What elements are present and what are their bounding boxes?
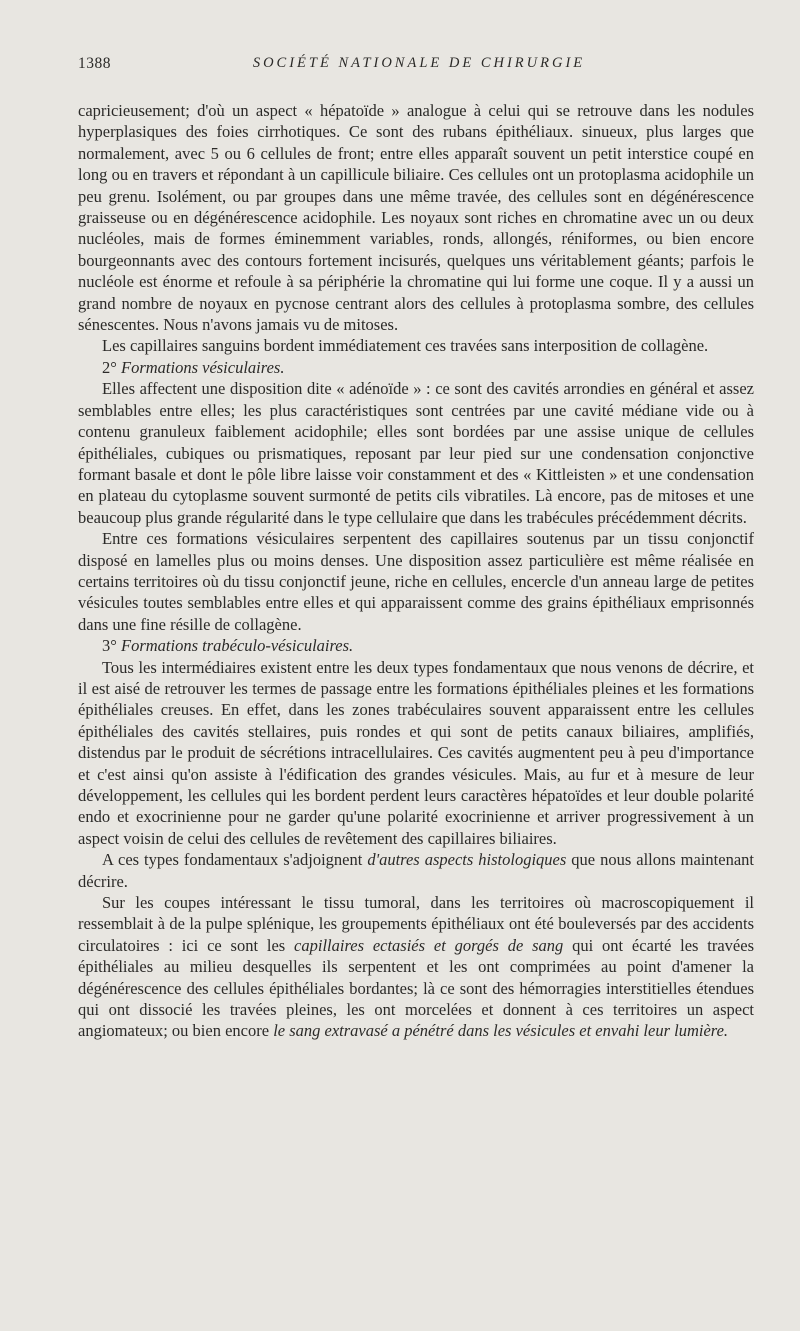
body-text — [78, 100, 754, 1042]
section-number: 3° — [102, 636, 117, 656]
section-heading — [78, 357, 754, 378]
paragraph — [78, 849, 754, 892]
paragraph — [78, 892, 754, 1042]
running-title: SOCIÉTÉ NATIONALE DE CHIRURGIE — [252, 55, 586, 71]
paragraph: Elles affectent une disposition dite « adénoïde » : ce sont des cavités arrondies en général et assez semblables entre elles; les plus caractéristiques sont centrées par une cavité médiane vide ou à contenu granuleux faiblement acidophile; elles sont bordées par une assise unique de cellules épithéliales, cubiques ou prismatiques, reposant par leur pied sur une condensation conjonctive formant basale et dont le pôle libre laisse voir constamment et des « Kittleisten » et une condensation en plateau du cytoplasme souvent surmonté de petits cils vibratiles. Là encore, pas de mitoses et une beaucoup plus grande régularité dans le type cellulaire que dans les trabécules précédemment décrits. — [78, 379, 754, 527]
italic-run: d'autres aspects histologiques — [367, 850, 567, 870]
paragraph: Tous les intermédiaires existent entre les deux types fondamentaux que nous venons de décrire, et il est aisé de retrouver les termes de passage entre les formations épithéliales pleines et les formations épithéliales creuses. En effet, dans les zones trabéculaires souvent apparaissent entre les cellules épithéliales des cavités stellaires, puis rondes et qui sont de petits canaux biliaires, amplifiés, distendus par le produit de sécrétions intracellulaires. Ces cavités augmentent peu à peu d'importance et c'est ainsi qu'on assiste à l'édification des grandes vésicules. Mais, au fur et à mesure de leur développement, les cellules qui les bordent perdent leurs caractères hépatoïdes et leur double polarité endo et exocrinienne pour ne garder qu'une polarité exocrinienne et arriver progressivement à un aspect voisin de celui des cellules de revêtement des capillaires biliaires. — [78, 657, 754, 848]
paragraph: Les capillaires sanguins bordent immédiatement ces travées sans interposition de collagène. — [102, 336, 709, 356]
text-run: A ces types fondamentaux s'adjoignent — [102, 850, 368, 870]
text-run: Sur les coupes intéressant le tissu tumoral, dans les territoires où macroscopiquement il ressemblait à de la pulpe splénique, les groupements épithéliaux ont été bouleversés par des accidents circulatoires : ici ce sont les — [78, 893, 754, 955]
section-heading — [78, 635, 754, 656]
italic-run: capillaires ectasiés et gorgés de sang — [294, 935, 564, 955]
section-number: 2° — [102, 357, 117, 377]
paragraph: Entre ces formations vésiculaires serpentent des capillaires soutenus par un tissu conjonctif disposé en lamelles plus ou moins denses. Une disposition assez particulière est même réalisée en certains territoires où du tissu conjonctif jeune, riche en cellules, encercle d'un anneau large de petites vésicules toutes semblables entre elles et qui apparaissent comme des grains épithéliaux emprisonnés dans une fine résille de collagène. — [78, 529, 754, 634]
paragraph: capricieusement; d'où un aspect « hépatoïde » analogue à celui qui se retrouve dans les nodules hyperplasiques des foies cirrhotiques. Ce sont des rubans épithéliaux. sinueux, plus larges que normalement, avec 5 ou 6 cellules de front; entre elles apparaît souvent un petit interstice coupé en long ou en travers et répondant à un capillicule biliaire. Ces cellules ont un protoplasma acidophile un peu grenu. Isolément, ou par groupes dans une même travée, des cellules sont en dégénérescence graisseuse ou en dégénérescence acidophile. Les noyaux sont riches en chromatine avec un ou deux nucléoles, mais de formes éminemment variables, ronds, allongés, réniformes, ou bien encore bourgeonnants avec des contours fortement incisurés, quelques uns véritablement géants; parfois le nucléole est énorme et refoule à sa périphérie la chromatine qui lui forme une coque. Il y a aussi un grand nombre de noyaux en pycnose centrant alors des cellules à protoplasma sombre, des cellules sénescentes. Nous n'avons jamais vu de mitoses. — [78, 101, 754, 335]
italic-run: le sang extravasé a pénétré dans les vésicules et envahi leur lumière. — [273, 1021, 729, 1041]
page-header — [78, 55, 760, 79]
text-run: qui ont écarté les travées épithéliales au milieu desquelles ils serpentent et les ont comprimées au point d'amener la dégénérescence des cellules épithéliales bordantes; là ce sont des hémorragies interstitielles étendues qui ont dissocié les travées pleines, les ont morcelées et donnent à ces territoires un aspect angiomateux; ou bien encore — [78, 935, 754, 1041]
section-title: Formations vésiculaires. — [120, 357, 285, 377]
page-number: 1388 — [78, 55, 111, 72]
section-title: Formations trabéculo-vésiculaires. — [120, 636, 354, 656]
text-run: que nous allons maintenant décrire. — [78, 850, 754, 891]
